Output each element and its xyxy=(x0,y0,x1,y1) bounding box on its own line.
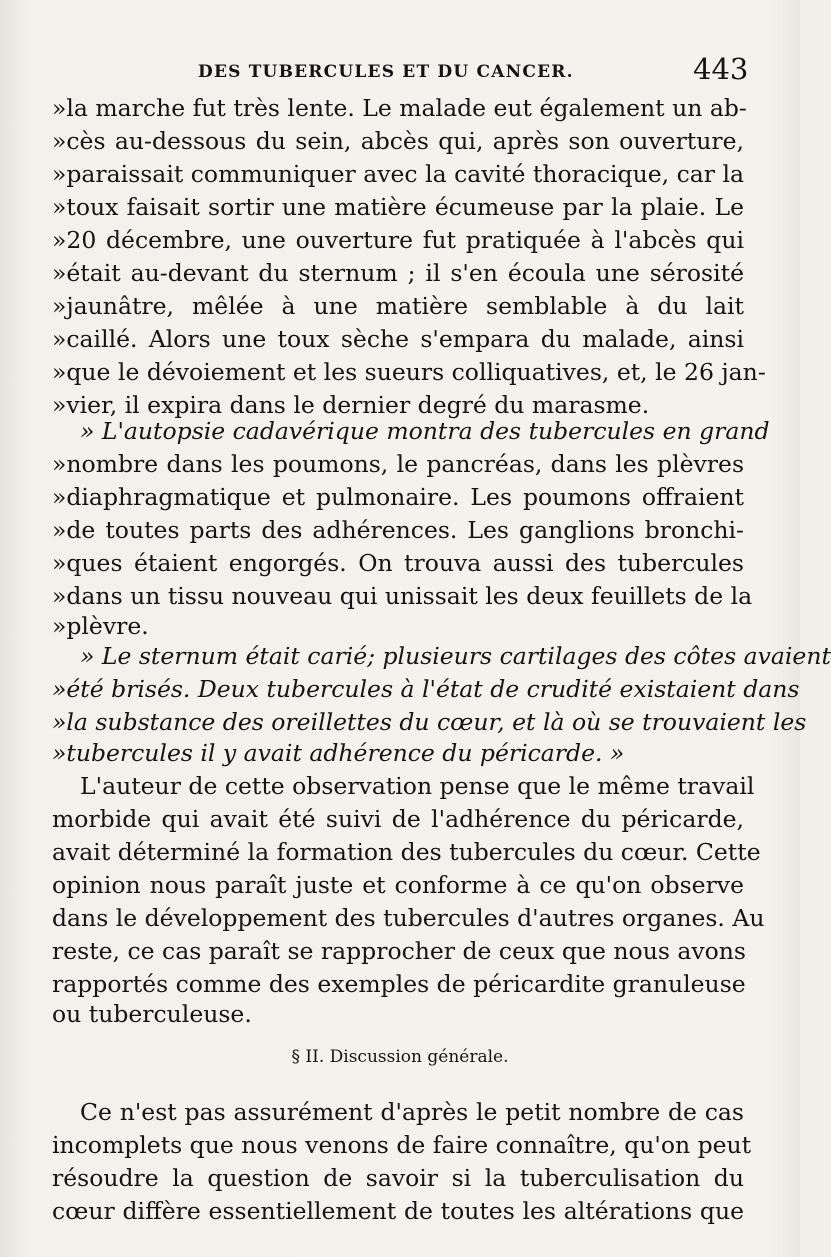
page-number: 443 xyxy=(693,52,749,86)
text-line: rapportés comme des exemples de péricardite granuleuse xyxy=(52,970,746,998)
text-line: »était au-devant du sternum ; il s'en écoula une sérosité xyxy=(52,259,744,287)
text-line: »jaunâtre, mêlée à une matière semblable à du lait xyxy=(52,292,744,320)
text-line: »nombre dans les poumons, le pancréas, dans les plèvres xyxy=(52,450,744,478)
text-line: incomplets que nous venons de faire connaître, qu'on peut xyxy=(52,1131,752,1159)
text-line: »plèvre. xyxy=(52,612,149,640)
page-header xyxy=(0,50,800,90)
text-line: L'auteur de cette observation pense que le même travail xyxy=(80,772,755,800)
text-line: résoudre la question de savoir si la tuberculisation du xyxy=(52,1164,744,1192)
text-line: dans le développement des tubercules d'autres organes. Au xyxy=(52,904,765,932)
running-title: DES TUBERCULES ET DU CANCER. xyxy=(198,62,574,82)
text-line: »caillé. Alors une toux sèche s'empara du malade, ainsi xyxy=(52,325,744,353)
section-heading: § II. Discussion générale. xyxy=(291,1047,509,1067)
italic-line: »la substance des oreillettes du cœur, et là où se trouvaient les xyxy=(52,708,807,736)
italic-line: »tubercules il y avait adhérence du péricarde. » xyxy=(52,739,625,767)
text-line: reste, ce cas paraît se rapprocher de ceux que nous avons xyxy=(52,937,746,965)
text-line: opinion nous paraît juste et conforme à ce qu'on observe xyxy=(52,871,744,899)
text-line: »diaphragmatique et pulmonaire. Les poumons offraient xyxy=(52,483,744,511)
text-line: »vier, il expira dans le dernier degré du marasme. xyxy=(52,391,650,419)
text-line: »toux faisait sortir une matière écumeuse par la plaie. Le xyxy=(52,193,744,221)
text-line: »cès au-dessous du sein, abcès qui, après son ouverture, xyxy=(52,127,744,155)
text-line: »ques étaient engorgés. On trouva aussi des tubercules xyxy=(52,549,744,577)
autopsy-line: » L'autopsie cadavérique montra des tubercules en grand xyxy=(80,417,770,445)
text-line xyxy=(52,415,770,447)
italic-line: » Le sternum était carié; plusieurs cartilages des côtes avaient xyxy=(80,642,831,670)
text-line: »20 décembre, une ouverture fut pratiquée à l'abcès qui xyxy=(52,226,744,254)
text-line: ou tuberculeuse. xyxy=(52,1000,252,1028)
italic-line: »été brisés. Deux tubercules à l'état de crudité existaient dans xyxy=(52,675,800,703)
text-line: »que le dévoiement et les sueurs colliquatives, et, le 26 jan- xyxy=(52,358,766,386)
text-line: »paraissait communiquer avec la cavité thoracique, car la xyxy=(52,160,744,188)
text-line: cœur diffère essentiellement de toutes les altérations que xyxy=(52,1197,744,1225)
text-line: »dans un tissu nouveau qui unissait les deux feuillets de la xyxy=(52,582,753,610)
text-line: avait déterminé la formation des tubercules du cœur. Cette xyxy=(52,838,761,866)
text-line: morbide qui avait été suivi de l'adhérence du péricarde, xyxy=(52,805,744,833)
text-line: Ce n'est pas assurément d'après le petit nombre de cas xyxy=(80,1098,744,1126)
text-line: »de toutes parts des adhérences. Les ganglions bronchi- xyxy=(52,516,744,544)
text-line: »la marche fut très lente. Le malade eut également un ab- xyxy=(52,94,747,122)
